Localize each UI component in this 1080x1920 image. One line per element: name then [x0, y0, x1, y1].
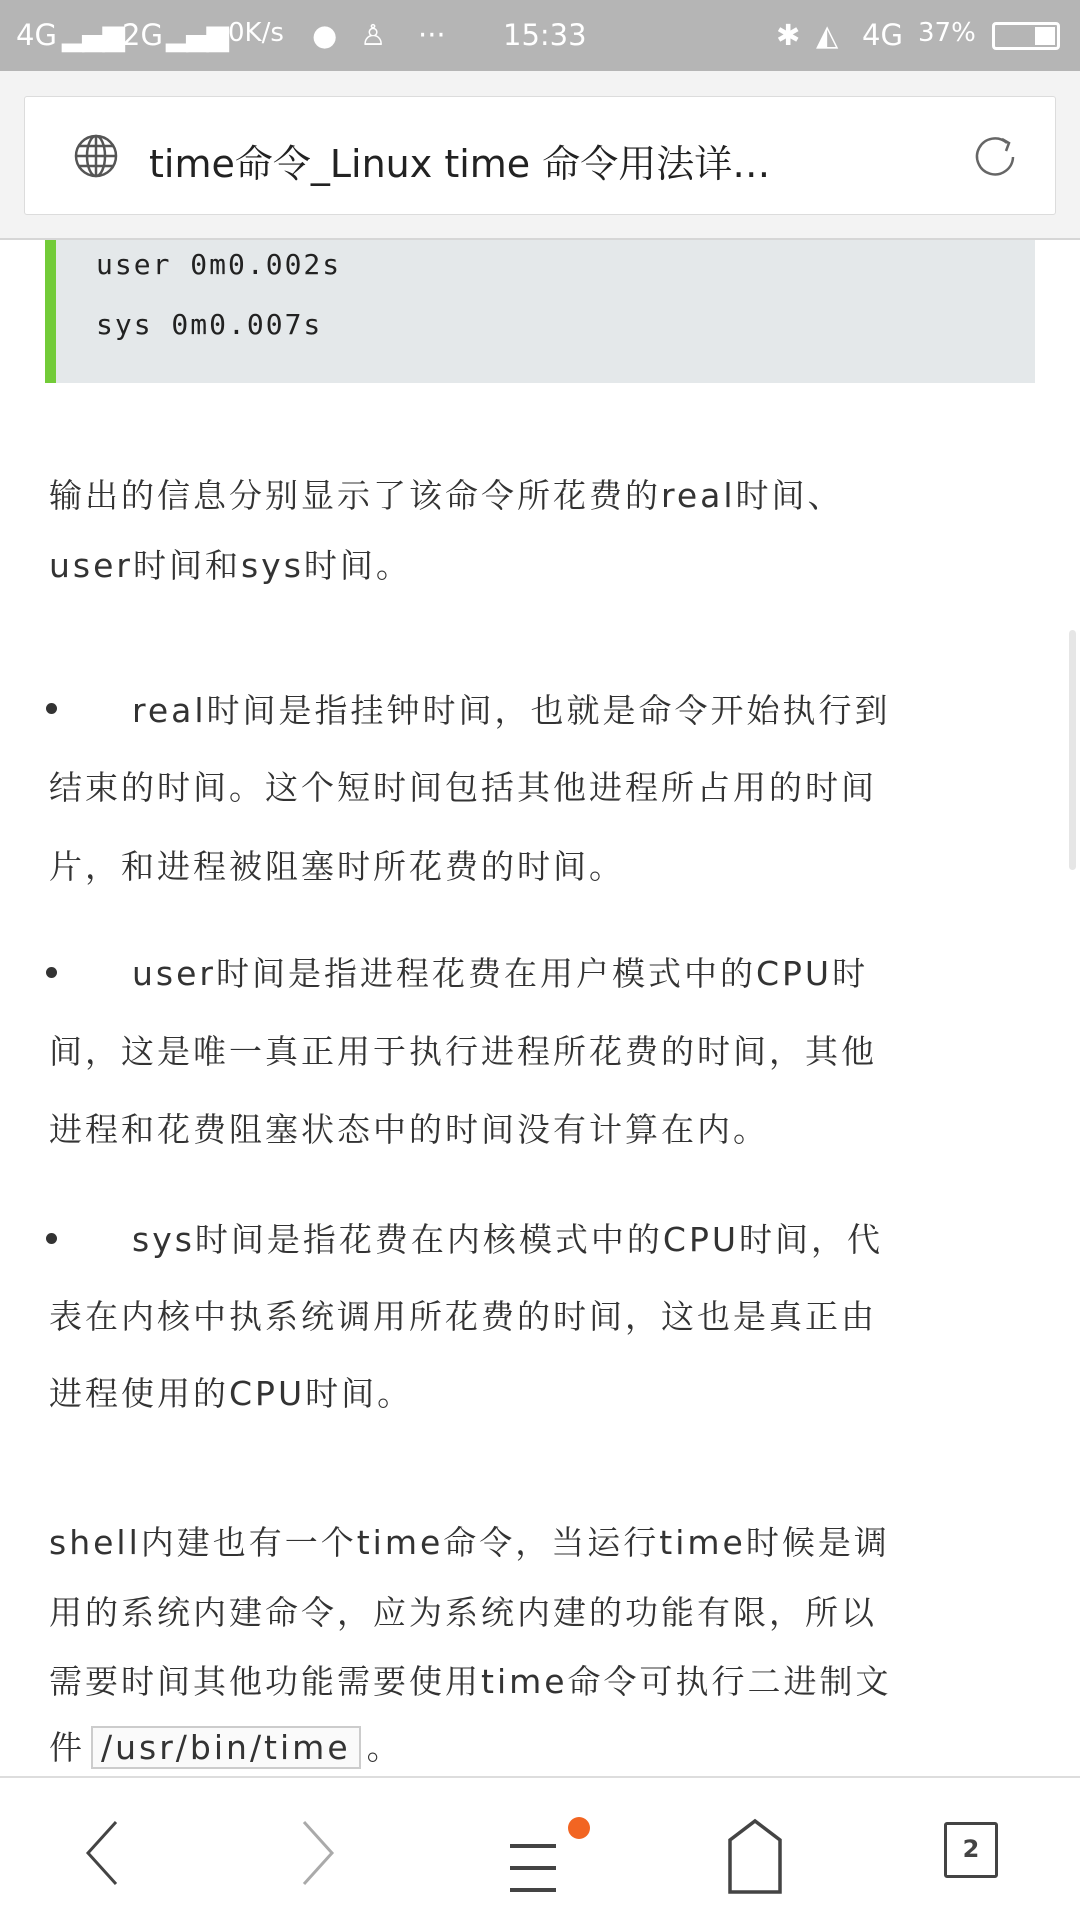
- text: 。: [366, 1728, 403, 1767]
- battery-icon: [992, 22, 1060, 50]
- paragraph-line: 输出的信息分别显示了该命令所花费的real时间、: [49, 476, 844, 515]
- forward-button[interactable]: [290, 1818, 340, 1888]
- bullet-line: sys时间是指花费在内核模式中的CPU时间，代: [132, 1220, 884, 1259]
- bullet-line: 结束的时间。这个短时间包括其他进程所占用的时间: [49, 768, 877, 807]
- more-notifications: ···: [418, 18, 446, 52]
- signal-icon: ▂▄▆: [166, 18, 227, 52]
- bullet-dot: [46, 703, 57, 714]
- bullet-line: user时间是指进程花费在用户模式中的CPU时: [132, 954, 869, 993]
- network-4g: 4G: [16, 18, 57, 52]
- net-speed: 0K/s: [228, 18, 284, 48]
- inline-code: /usr/bin/time: [91, 1726, 361, 1769]
- text: 件: [49, 1728, 85, 1767]
- qq-icon: ♙: [360, 18, 386, 52]
- menu-button[interactable]: [500, 1808, 590, 1898]
- notification-badge: [568, 1817, 590, 1839]
- reload-icon[interactable]: [969, 131, 1021, 183]
- address-bar[interactable]: [24, 96, 1056, 215]
- code-line: sys 0m0.007s: [96, 308, 323, 341]
- bullet-line: 进程使用的CPU时间。: [49, 1374, 414, 1413]
- bullet-line: real时间是指挂钟时间，也就是命令开始执行到: [132, 691, 891, 730]
- bullet-line: 表在内核中执系统调用所花费的时间，这也是真正由: [49, 1297, 877, 1336]
- network-2g: 2G: [122, 18, 163, 52]
- mute-icon: ◭: [816, 18, 839, 52]
- paragraph-line: [49, 1722, 403, 1769]
- paragraph-line: 用的系统内建命令，应为系统内建的功能有限，所以: [49, 1593, 877, 1632]
- bottom-toolbar: [0, 1776, 1080, 1920]
- bullet-line: 进程和花费阻塞状态中的时间没有计算在内。: [49, 1110, 769, 1149]
- bullet-line: 片，和进程被阻塞时所花费的时间。: [49, 847, 625, 886]
- status-bar: [0, 0, 1080, 71]
- paragraph-line: user时间和sys时间。: [49, 546, 412, 585]
- scrollbar[interactable]: [1069, 630, 1076, 870]
- page-title: time命令_Linux time 命令用法详…: [149, 142, 771, 186]
- paragraph-line: shell内建也有一个time命令，当运行time时候是调: [49, 1523, 890, 1562]
- code-block: [45, 240, 1035, 383]
- back-button[interactable]: [80, 1818, 130, 1888]
- paragraph-line: 需要时间其他功能需要使用time命令可执行二进制文: [49, 1662, 892, 1701]
- browser-header: [0, 71, 1080, 240]
- browser-app-icon: ●: [312, 18, 338, 52]
- tabs-button[interactable]: 2: [944, 1822, 998, 1878]
- bullet-dot: [46, 1233, 57, 1244]
- network-4g-data: 4G: [862, 18, 903, 52]
- bluetooth-icon: ✱: [776, 18, 801, 52]
- signal-icon: ▂▄▆: [62, 18, 123, 52]
- globe-icon: [73, 133, 119, 179]
- bullet-dot: [46, 967, 57, 978]
- battery-percent: 37%: [918, 18, 976, 48]
- clock: 15:33: [503, 18, 587, 52]
- code-line: user 0m0.002s: [96, 248, 342, 281]
- bullet-line: 间，这是唯一真正用于执行进程所花费的时间，其他: [49, 1032, 877, 1071]
- home-button[interactable]: [720, 1818, 790, 1898]
